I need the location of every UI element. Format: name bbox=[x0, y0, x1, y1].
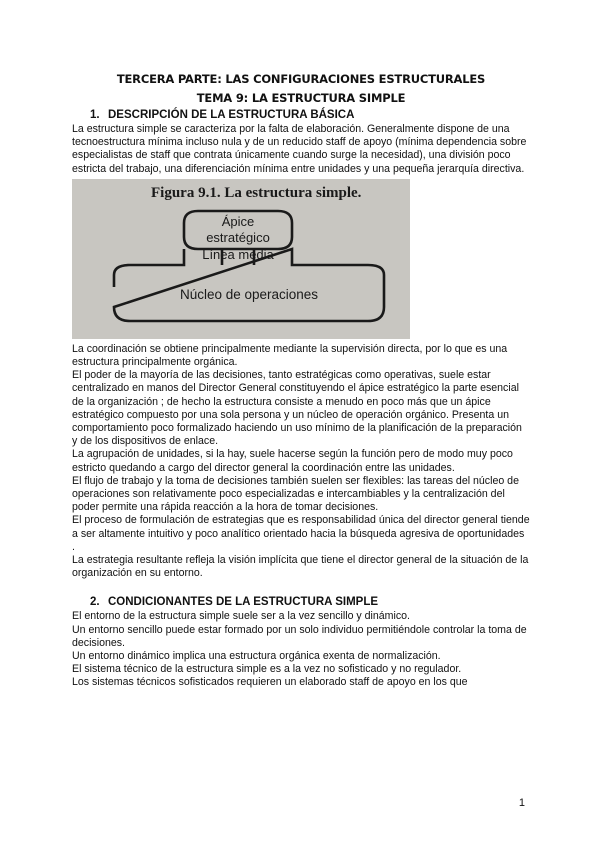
section-2-paragraph: El entorno de la estructura simple suele ser a la vez sencillo y dinámico. bbox=[72, 610, 410, 623]
section-2-paragraph: Un entorno sencillo puede estar formado por un solo individuo permitiéndole controlar la toma de decisiones. bbox=[72, 623, 527, 649]
section-2-title: CONDICIONANTES DE LA ESTRUCTURA SIMPLE bbox=[108, 596, 379, 609]
section-1-title: DESCRIPCIÓN DE LA ESTRUCTURA BÁSICA bbox=[108, 109, 355, 121]
figure-simple-structure bbox=[72, 179, 410, 339]
figure-caption: Figura 9.1. La estructura simple. bbox=[151, 184, 362, 201]
section-1-number: 1. bbox=[90, 109, 100, 121]
section-2-paragraph: Los sistemas técnicos sofisticados requieren un elaborado staff de apoyo en los que bbox=[72, 676, 468, 689]
middle-line-label: Línea media bbox=[202, 246, 274, 262]
section-1-heading bbox=[72, 108, 530, 123]
apex-label-line2: estratégico bbox=[206, 229, 270, 245]
figure-diagram bbox=[72, 179, 410, 339]
section-1-paragraph: El proceso de formulación de estrategias que es responsabilidad única del director general tiende a ser altamente intuitivo y poco analítico orientado hacia la búsqueda agresiva de oportunidades . bbox=[72, 514, 530, 553]
section-1-paragraph: La agrupación de unidades, si la hay, suele hacerse según la función pero de modo muy poco estricto quedando a cargo del director general la coordinación entre las unidades. bbox=[72, 448, 513, 474]
apex-label-line1: Ápice bbox=[221, 213, 255, 229]
section-1-paragraph: La coordinación se obtiene principalmente mediante la supervisión directa, por lo que es una estructura principalmente orgánica. bbox=[72, 342, 508, 369]
section-1-intro: La estructura simple se caracteriza por la falta de elaboración. Generalmente dispone de una tecnoestructura mínima incluso nula y de un reducido staff de apoyo (mínima dependencia sobre especialistas de staff que contrata únicamente cuando surge la necesidad), una división poco estricta del trabajo, una diferenciación mínima entre unidades y una pequeña jerarquía directiva. bbox=[72, 123, 527, 175]
section-1-paragraph: El flujo de trabajo y la toma de decisiones también suelen ser flexibles: las tareas del núcleo de operaciones son relativamente poco especializadas e intercambiables y la centralización del poder permite una rápida reacción a la hora de tomar decisiones. bbox=[72, 474, 519, 514]
section-1-paragraph: La estrategia resultante refleja la visión implícita que tiene el director general de la situación de la organización en su entorno. bbox=[72, 554, 529, 580]
section-1-paragraph: El poder de la mayoría de las decisiones, tanto estratégicas como operativas, suele estar centralizado en manos del Director General constituyendo el ápice estratégico la parte esencial de la organización ; de hecho la estructura consiste a menudo en poco más que un ápice estratégico compuesto por una sola persona y un núcleo de operación orgánico. Presenta un comportamiento poco formalizado haciendo un uso mínimo de la planificación de la preparación y de los dispositivos de enlace. bbox=[72, 369, 522, 448]
document-page bbox=[72, 70, 530, 690]
document-title-topic: TEMA 9: LA ESTRUCTURA SIMPLE bbox=[196, 91, 406, 105]
section-2-paragraph: Un entorno dinámico implica una estructura orgánica exenta de normalización. bbox=[72, 650, 441, 663]
operating-core-label: Núcleo de operaciones bbox=[179, 286, 319, 302]
section-2-number: 2. bbox=[90, 596, 100, 609]
page-number: 1 bbox=[518, 797, 525, 809]
document-title-part: TERCERA PARTE: LAS CONFIGURACIONES ESTRUCTURALES bbox=[116, 72, 486, 86]
section-2-paragraph: El sistema técnico de la estructura simple es a la vez no sofisticado y no regulador. bbox=[72, 663, 462, 676]
section-2-heading bbox=[72, 595, 530, 610]
